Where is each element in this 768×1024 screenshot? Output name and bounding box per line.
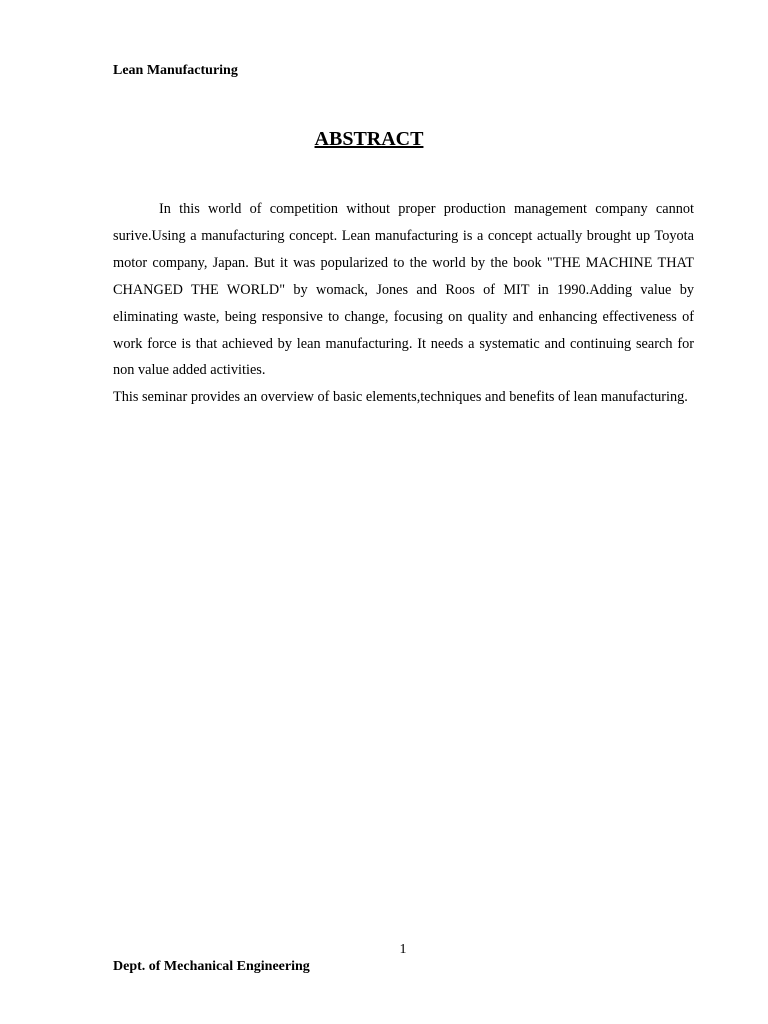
running-header: Lean Manufacturing <box>113 63 238 78</box>
page-number: 1 <box>399 942 407 957</box>
abstract-paragraph-1: In this world of competition without proper production management company cannot surive.Using a manufacturing concept. Lean manufacturing is a concept actually brought up Toyota motor company, Japan. But it was popularized to the world by the book "THE MACHINE THAT CHANGED THE WORLD" by womack, Jones and Roos of MIT in 1990.Adding value by eliminating waste, being responsive to change, focusing on quality and enhancing effectiveness of work force is that achieved by lean manufacturing. It needs a systematic and continuing search for non value added activities. <box>113 201 694 379</box>
section-heading: ABSTRACT <box>314 128 424 150</box>
abstract-body <box>113 196 694 411</box>
running-footer: Dept. of Mechanical Engineering <box>113 959 310 974</box>
abstract-paragraph-2: This seminar provides an overview of basic elements,techniques and benefits of lean manufacturing. <box>113 389 688 406</box>
